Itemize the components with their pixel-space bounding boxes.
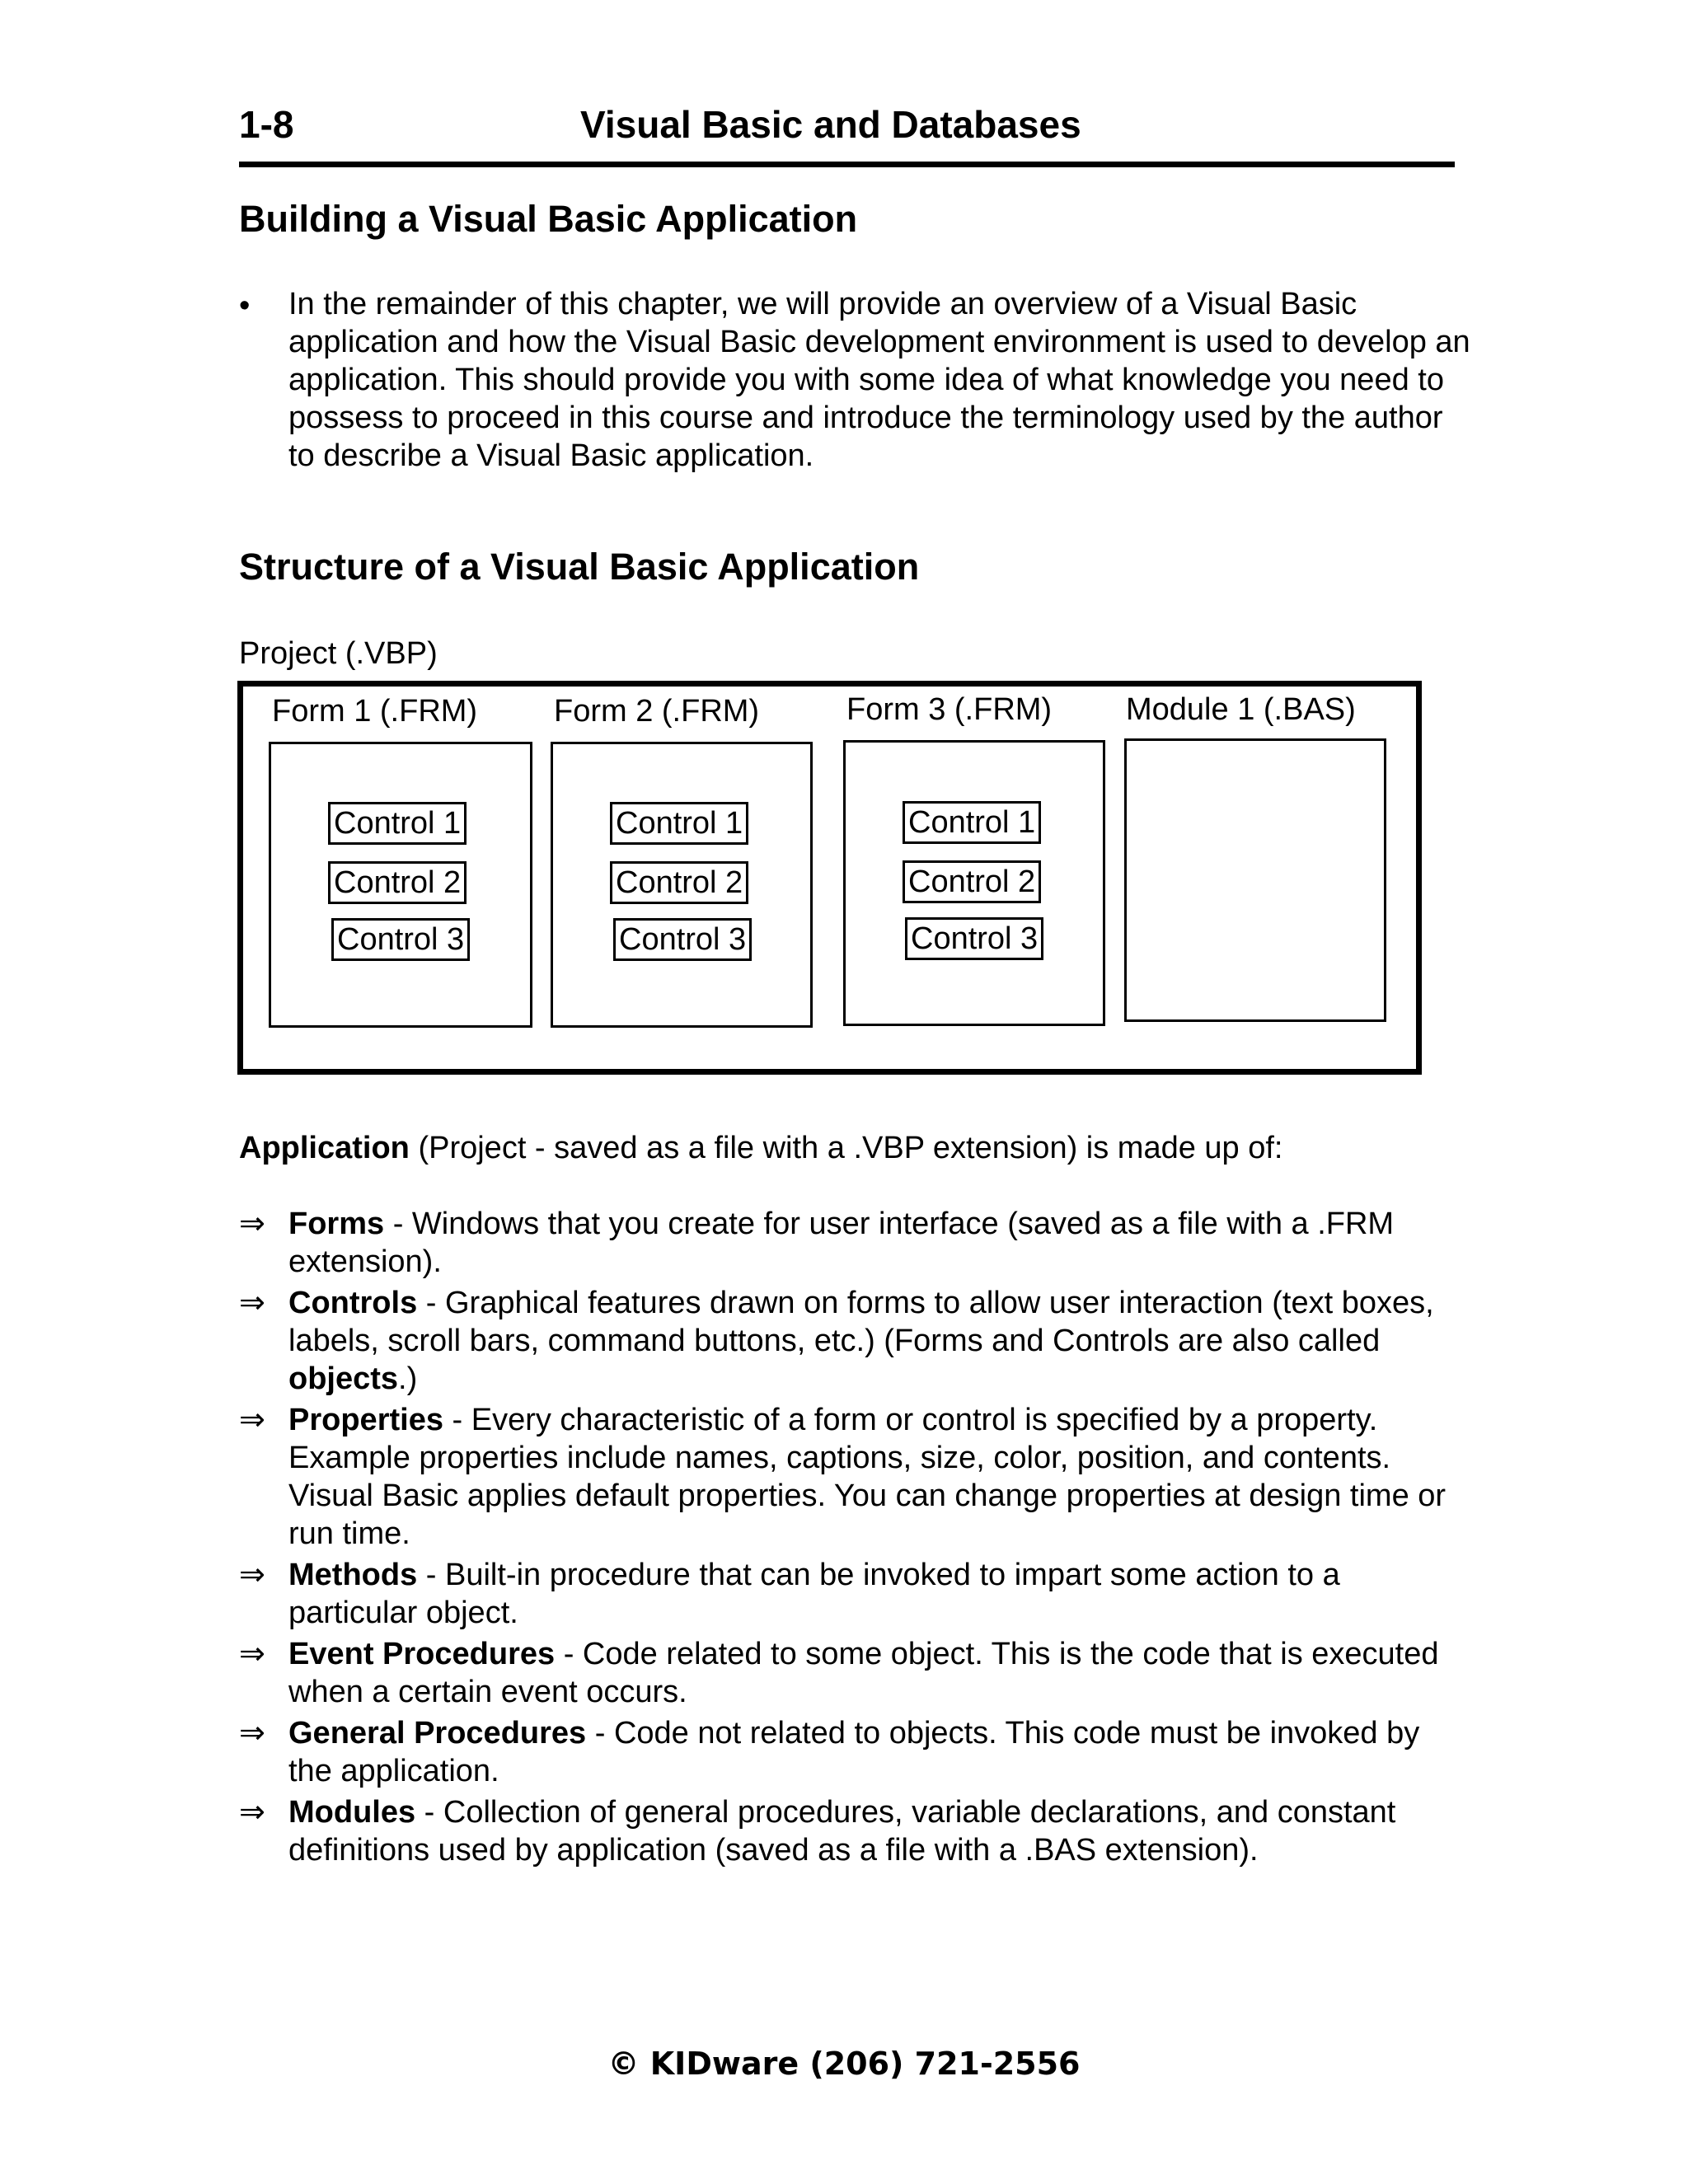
bullet-icon: •: [239, 288, 251, 323]
arrow-icon: ⇒: [239, 1716, 265, 1750]
running-title: Visual Basic and Databases: [580, 103, 1081, 146]
arrow-icon: ⇒: [239, 1286, 265, 1320]
form-1-control-1: Control 1: [328, 802, 467, 845]
arrow-icon: ⇒: [239, 1558, 265, 1592]
form-1-label: Form 1 (.FRM): [272, 694, 478, 729]
application-definition: [239, 1129, 1282, 1167]
arrow-icon: ⇒: [239, 1795, 265, 1830]
arrow-icon: ⇒: [239, 1403, 265, 1437]
project-label: Project (.VBP): [239, 636, 438, 671]
form-3-control-1: Control 1: [903, 801, 1041, 844]
list-item-general-procedures: ⇒ General Procedures - Code not related to objects. This code must be invoked by the application.: [239, 1716, 1420, 1788]
copyright-footer: © KIDware (206) 721-2556: [607, 2046, 1081, 2082]
form-3-control-2: Control 2: [903, 860, 1041, 903]
application-text: (Project - saved as a file with a .VBP extension) is made up of:: [409, 1131, 1283, 1165]
form-2-label: Form 2 (.FRM): [554, 694, 760, 729]
page-number: 1-8: [239, 103, 294, 146]
list-item-forms: ⇒ Forms - Windows that you create for user interface (saved as a file with a .FRM extension).: [239, 1207, 1395, 1279]
form-2-control-1: Control 1: [610, 802, 748, 845]
component-list: [239, 1205, 1459, 1872]
list-item-modules: ⇒ Modules - Collection of general procedures, variable declarations, and constant definitions used by application (saved as a file with a .BAS extension).: [239, 1795, 1396, 1868]
module-1-label: Module 1 (.BAS): [1126, 692, 1356, 727]
list-item-properties: ⇒ Properties - Every characteristic of a form or control is specified by a property. Example properties include names, captions, size, color, position, and contents. Visual Basic applies default properties. You can change properties at design time or run time.: [239, 1403, 1447, 1551]
form-1-control-3: Control 3: [331, 918, 470, 961]
form-2-control-3: Control 3: [613, 918, 752, 961]
application-term: Application: [239, 1131, 410, 1165]
form-1-control-2: Control 2: [328, 861, 467, 904]
list-item-controls: ⇒ Controls - Graphical features drawn on forms to allow user interaction (text boxes, labels, scroll bars, command buttons, etc.) (Forms and Controls are also called objects.): [239, 1286, 1434, 1396]
form-3-label: Form 3 (.FRM): [846, 692, 1053, 727]
form-3-control-3: Control 3: [905, 917, 1043, 960]
page-header: [239, 97, 1455, 167]
section-heading-structure: Structure of a Visual Basic Application: [239, 546, 920, 588]
list-item-event-procedures: ⇒ Event Procedures - Code related to some object. This is the code that is executed when a certain event occurs.: [239, 1637, 1439, 1709]
module-1-box: [1124, 738, 1386, 1022]
arrow-icon: ⇒: [239, 1207, 265, 1241]
form-2-control-2: Control 2: [610, 861, 748, 904]
section-heading-building: Building a Visual Basic Application: [239, 198, 858, 240]
list-item-methods: ⇒ Methods - Built-in procedure that can be invoked to impart some action to a particular object.: [239, 1558, 1340, 1630]
intro-paragraph: In the remainder of this chapter, we will provide an overview of a Visual Basic application and how the Visual Basic development environment is used to develop an application. This should provide you with some idea of what knowledge you need to possess to proceed in this course and introduce the terminology used by the author to describe a Visual Basic application.: [288, 287, 1470, 473]
arrow-icon: ⇒: [239, 1637, 265, 1671]
